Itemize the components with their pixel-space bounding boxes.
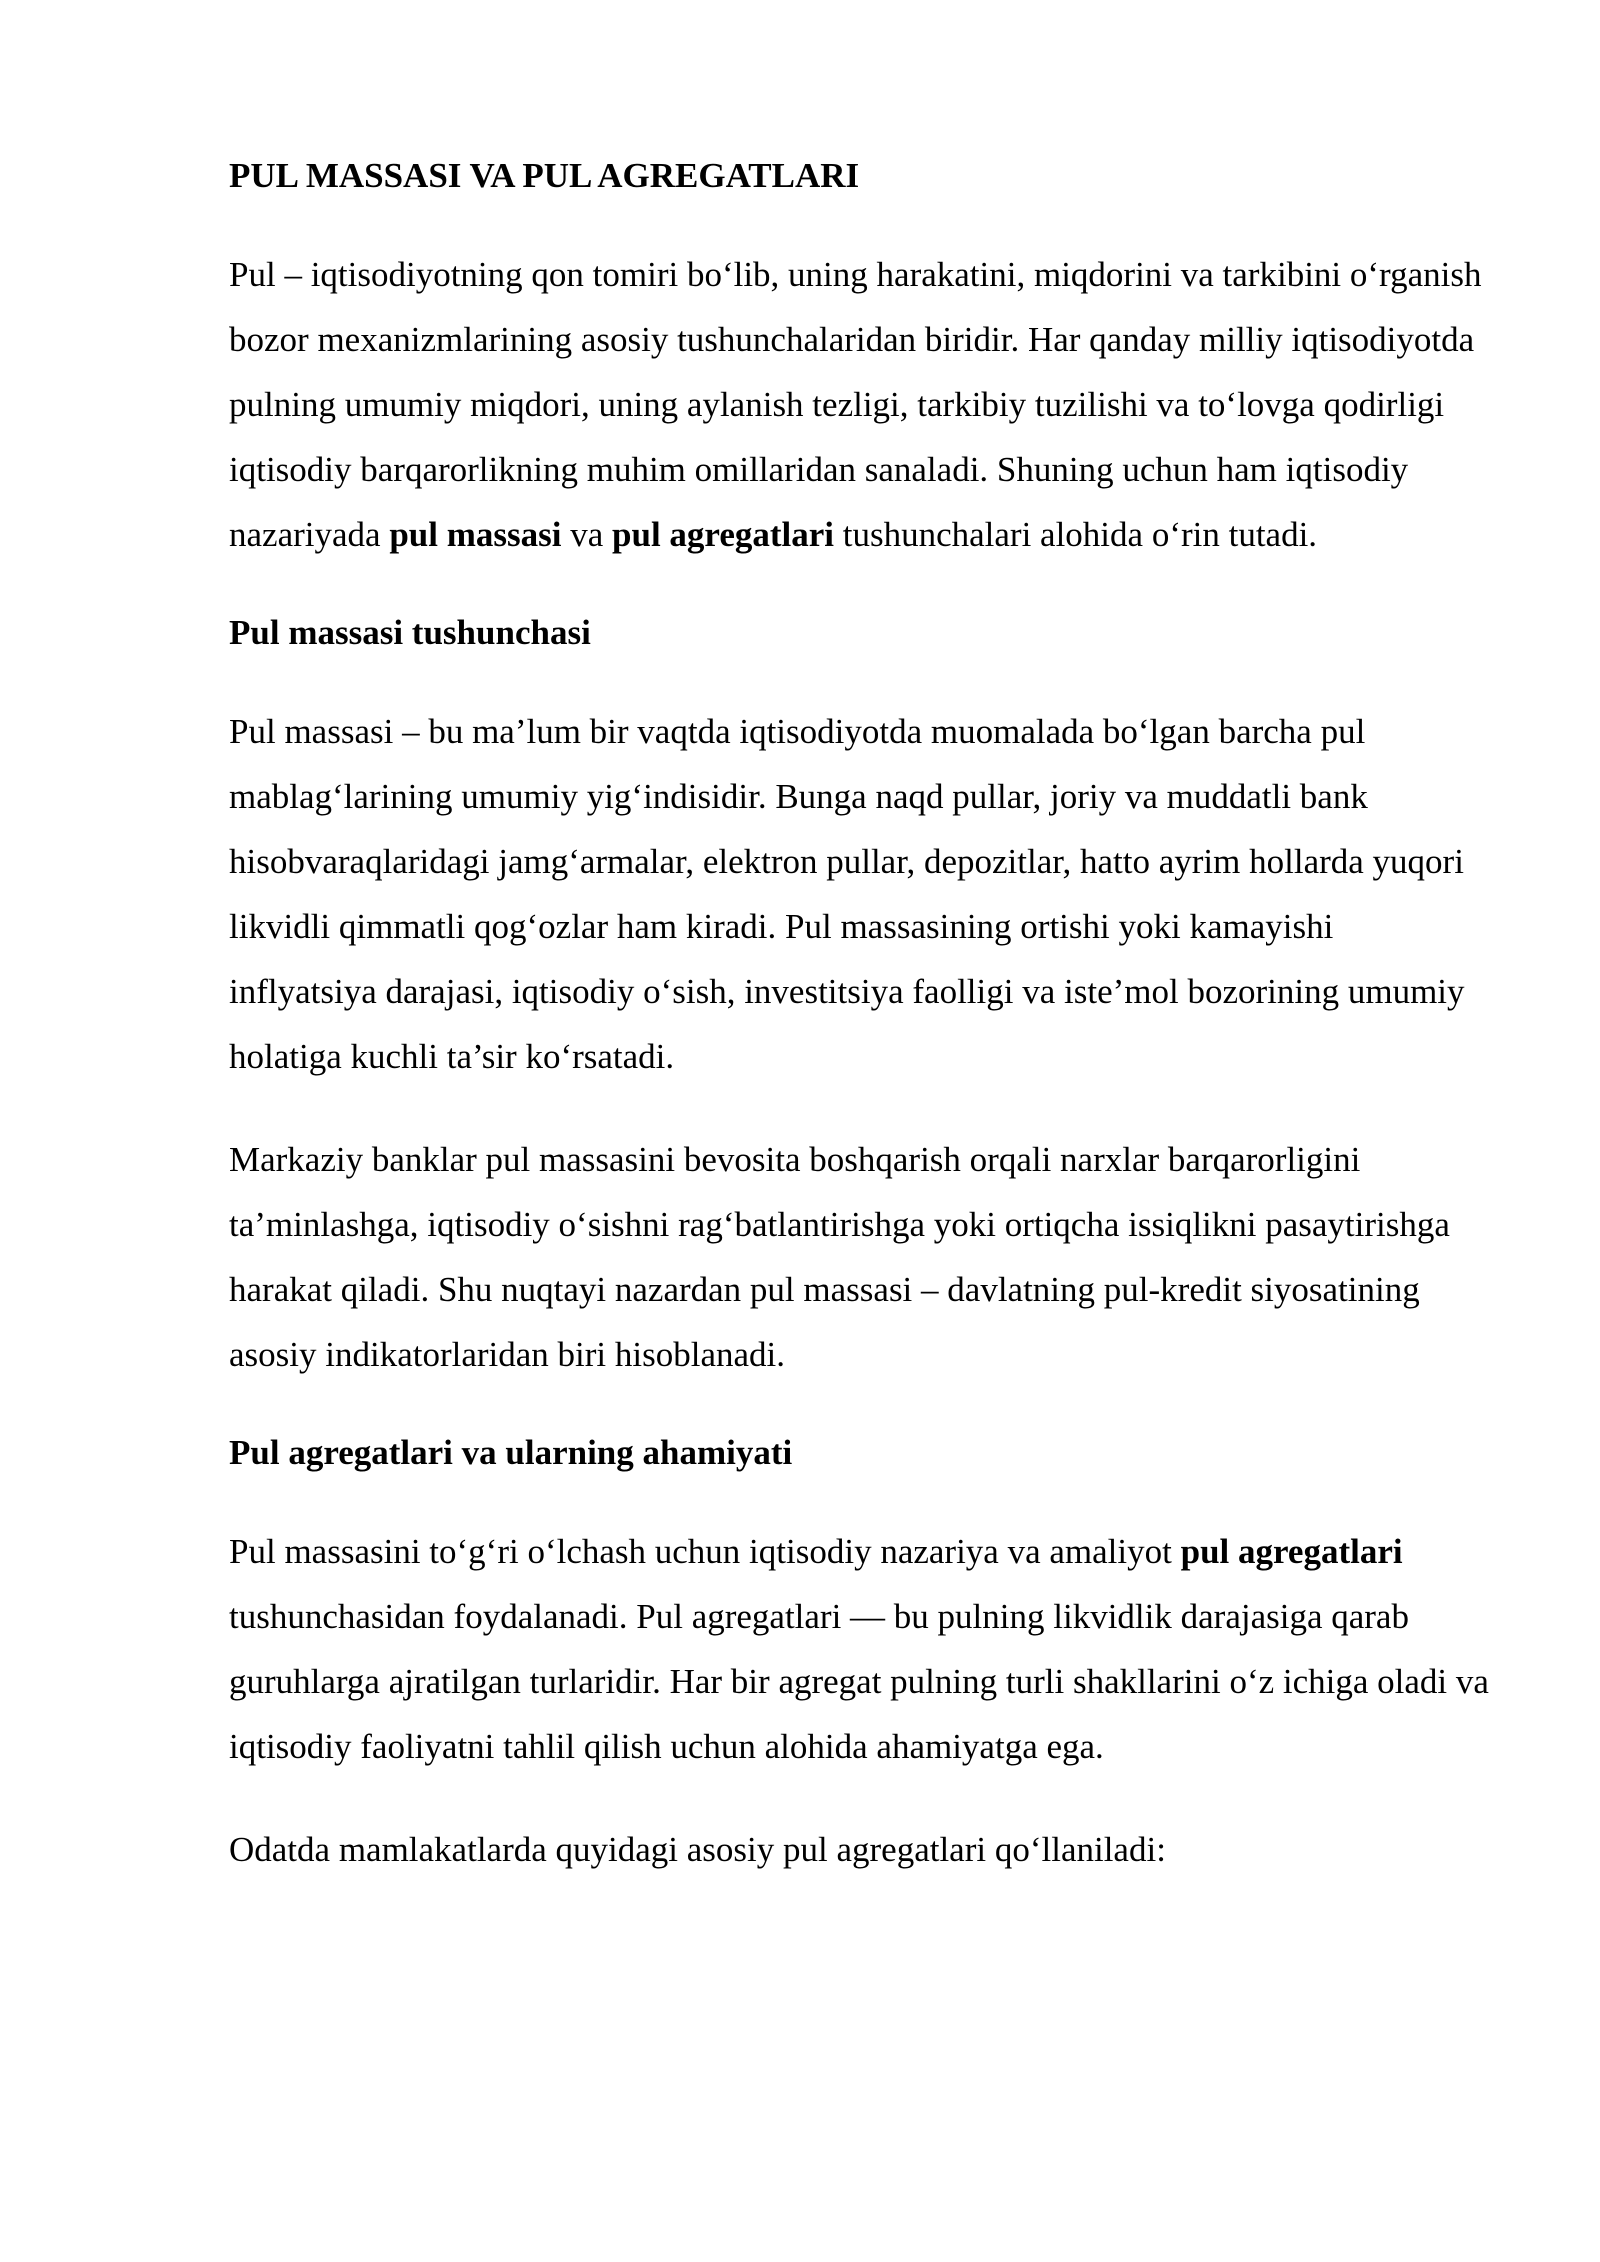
section2-paragraph-2: Odatda mamlakatlarda quyidagi asosiy pul agregatlari qo‘llaniladi: [229, 1830, 1166, 1869]
section2-paragraph-1 [229, 1519, 1489, 1779]
section2-bold-term: pul agregatlari [1180, 1532, 1403, 1571]
intro-paragraph [229, 242, 1489, 567]
document-body [229, 150, 1489, 1882]
intro-bold-term-1: pul massasi [389, 515, 562, 554]
section1-paragraph-2: Markaziy banklar pul massasini bevosita boshqarish orqali narxlar barqarorligini ta’minlashga, iqtisodiy o‘sishni rag‘batlantirishga yoki ortiqcha issiqlikni pasaytirishga harakat qiladi. Shu nuqtayi nazardan pul massasi – davlatning pul-kredit siyosatining asosiy indikatorlaridan biri hisoblanadi. [229, 1140, 1450, 1374]
document-title: PUL MASSASI VA PUL AGREGATLARI [229, 156, 860, 195]
section2-text-1: Pul massasini to‘g‘ri o‘lchash uchun iqtisodiy nazariya va amaliyot [229, 1532, 1181, 1571]
section2-text-2: tushunchasidan foydalanadi. Pul agregatlari — bu pulning likvidlik darajasiga qarab guruhlarga ajratilgan turlaridir. Har bir agregat pulning turli shakllarini o‘z ichiga oladi va iqtisodiy faoliyatni tahlil qilish uchun alohida ahamiyatga ega. [229, 1597, 1489, 1766]
intro-text-1: Pul – iqtisodiyotning qon tomiri bo‘lib, uning harakatini, miqdorini va tarkibini o‘rganish bozor mexanizmlarining asosiy tushunchalaridan biridir. Har qanday milliy iqtisodiyotda pulning umumiy miqdori, uning aylanish tezligi, tarkibiy tuzilishi va to‘lovga qodirligi iqtisodiy barqarorlikning muhim omillaridan sanaladi. Shuning uchun ham iqtisodiy nazariyada [229, 255, 1482, 554]
intro-text-3: tushunchalari alohida o‘rin tutadi. [834, 515, 1318, 554]
section-heading-pul-agregatlari: Pul agregatlari va ularning ahamiyati [229, 1433, 793, 1472]
section1-paragraph-1: Pul massasi – bu ma’lum bir vaqtda iqtisodiyotda muomalada bo‘lgan barcha pul mablag‘larining umumiy yig‘indisidir. Bunga naqd pullar, joriy va muddatli bank hisobvaraqlaridagi jamg‘armalar, elektron pullar, depozitlar, hatto ayrim hollarda yuqori likvidli qimmatli qog‘ozlar ham kiradi. Pul massasining ortishi yoki kamayishi inflyatsiya darajasi, iqtisodiy o‘sish, investitsiya faolligi va iste’mol bozorining umumiy holatiga kuchli ta’sir ko‘rsatadi. [229, 712, 1465, 1076]
intro-text-2: va [561, 515, 613, 554]
intro-bold-term-2: pul agregatlari [612, 515, 834, 554]
section-heading-pul-massasi: Pul massasi tushunchasi [229, 613, 591, 652]
